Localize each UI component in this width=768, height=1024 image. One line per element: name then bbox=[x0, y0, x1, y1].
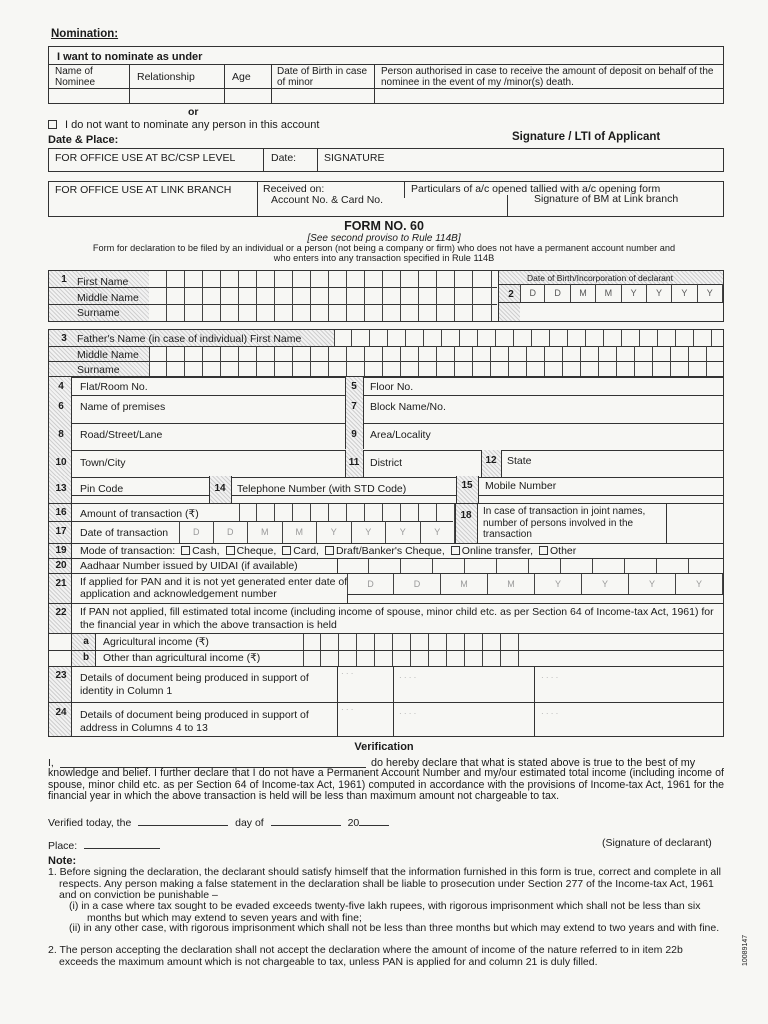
name-grid[interactable] bbox=[149, 271, 498, 321]
mode-checkbox[interactable] bbox=[282, 546, 291, 555]
note-1: 1. Before signing the declaration, the declarant should satisfy himself that the information furnished in this form is true, correct and complete in all respects. Any person making a false statement in the declaration shall be liable to prosecution under Section 277 of the Income-tax Act, 1961 and on conviction be punishable – bbox=[48, 866, 721, 901]
pan-not-applied-label: If PAN not applied, fill estimated total income (including income of spouse, minor child etc. as per Section 64 of Income-tax Act, 1961) for the financial year in which the above transaction is held bbox=[80, 606, 714, 631]
form60-desc-line2: who enters into any transaction specified in Rule 114B bbox=[273, 253, 495, 263]
dob-declarant-label: Date of Birth/Incorporation of declarant bbox=[527, 273, 673, 283]
year-label: 20 bbox=[347, 817, 360, 829]
note-1-ii: (ii) in any other case, with rigorous imprisonment which shall not be less than three months but which may extend to two years and with fine. bbox=[69, 922, 720, 934]
field-21-number: 21 bbox=[55, 578, 67, 589]
father-middle-label: Middle Name bbox=[77, 349, 139, 361]
date-cell-y[interactable]: Y bbox=[421, 521, 456, 543]
surname-label: Surname bbox=[77, 307, 120, 319]
signature-lti-label: Signature / LTI of Applicant bbox=[512, 131, 661, 143]
field-7-number: 7 bbox=[351, 401, 357, 412]
verification-text: knowledge and belief. I further declare that I do not have a Permanent Account Number and my/our estimated total income (including income of spouse, minor child etc. as per Section 64 of Income-tax Act, 1961) computed in accordance with the provisions of Income-tax Act, 1961 for the financial year in which the above transaction is held will be less than maximum amount not chargeable to tax. bbox=[48, 767, 724, 803]
col-nominee: Name of Nominee bbox=[55, 66, 96, 88]
note-title: Note: bbox=[48, 855, 77, 867]
agri-row bbox=[48, 634, 724, 651]
date-cell-m[interactable]: M bbox=[596, 284, 621, 302]
pan-not-applied-row bbox=[48, 604, 724, 634]
field-24-number: 24 bbox=[55, 707, 67, 718]
mode-option-label: Card, bbox=[293, 545, 319, 557]
field-9-number: 9 bbox=[351, 429, 357, 440]
verified-day-line[interactable] bbox=[138, 825, 228, 826]
col-authorised-person: Person authorised in case to receive the amount of deposit on behalf of the nominee in the event of my /minor(s) death. bbox=[381, 66, 714, 88]
mode-row bbox=[48, 544, 724, 559]
note-1-i: (i) in a case where tax sought to be evaded exceeds twenty-five lakh rupees, with rigorous imprisonment which shall not be less than six months but which may extend to seven years and with fine; bbox=[69, 900, 701, 924]
pan-applied-label: If applied for PAN and it is not yet generated enter date of application and acknowledgement number bbox=[80, 576, 348, 600]
name-block bbox=[48, 270, 724, 322]
floor-label: Floor No. bbox=[370, 381, 414, 393]
date-cell-m[interactable]: M bbox=[441, 574, 488, 594]
father-name-block bbox=[48, 329, 724, 378]
date-cell-d[interactable]: D bbox=[179, 521, 214, 543]
district-label: District bbox=[370, 457, 403, 469]
account-card-label: Account No. & Card No. bbox=[271, 194, 384, 206]
mode-checkbox[interactable] bbox=[451, 546, 460, 555]
field-16-number: 16 bbox=[55, 507, 67, 518]
signature-declarant-label: (Signature of declarant) bbox=[602, 837, 712, 849]
identity-doc-row: 23 Details of document being produced in support of identity in Column 1 · · · · · · · · · · · bbox=[48, 667, 724, 703]
form60-desc-line1: Form for declaration to be filed by an individual or a person (not being a company or firm) who does not have a permanent account number and bbox=[92, 243, 676, 253]
aadhaar-row bbox=[48, 559, 724, 574]
field-10-number: 10 bbox=[55, 457, 67, 468]
date-cell-m[interactable]: M bbox=[488, 574, 535, 594]
office-date-label: Date: bbox=[271, 152, 297, 164]
date-cell-y[interactable]: Y bbox=[386, 521, 421, 543]
mode-option-label: Draft/Banker's Cheque, bbox=[335, 545, 445, 557]
particulars-label: Particulars of a/c opened tallied with a/c opening form bbox=[411, 183, 661, 195]
date-cell-y[interactable]: Y bbox=[352, 521, 387, 543]
mode-checkbox[interactable] bbox=[181, 546, 190, 555]
field-1-number: 1 bbox=[61, 274, 67, 285]
date-cell-d[interactable]: D bbox=[394, 574, 441, 594]
date-transaction-grid[interactable] bbox=[179, 521, 455, 543]
signature-bm-label: Signature of BM at Link branch bbox=[534, 193, 679, 205]
mode-option-label: Other bbox=[549, 545, 577, 557]
father-surname-label: Surname bbox=[77, 364, 120, 376]
amount-grid[interactable] bbox=[239, 504, 455, 521]
aadhaar-label: Aadhaar Number issued by UIDAI (if available) bbox=[80, 560, 298, 572]
non-agri-row bbox=[48, 651, 724, 667]
form60-subtitle: [See second proviso to Rule 114B] bbox=[307, 233, 461, 244]
area-label: Area/Locality bbox=[370, 429, 431, 441]
date-cell-d[interactable]: D bbox=[545, 284, 570, 302]
col-dob-minor: Date of Birth in case of minor bbox=[277, 66, 368, 88]
date-cell-m[interactable]: M bbox=[283, 521, 318, 543]
office-bc-csp-box bbox=[48, 148, 724, 172]
pan-application-date-grid[interactable] bbox=[347, 574, 723, 594]
field-2-number: 2 bbox=[508, 289, 514, 300]
field-13-number: 13 bbox=[55, 483, 67, 494]
place-line[interactable] bbox=[84, 848, 160, 849]
date-cell-m[interactable]: M bbox=[571, 284, 596, 302]
road-label: Road/Street/Lane bbox=[80, 429, 163, 441]
received-on-label: Received on: bbox=[263, 183, 325, 195]
field-19-number: 19 bbox=[55, 545, 67, 556]
no-nominate-row[interactable] bbox=[46, 119, 319, 131]
field-12-number: 12 bbox=[485, 455, 497, 466]
day-of-label: day of bbox=[235, 817, 264, 829]
father-name-label: Father's Name (in case of individual) First Name bbox=[77, 333, 302, 345]
aadhaar-grid[interactable] bbox=[337, 559, 723, 573]
verification-title: Verification bbox=[354, 741, 414, 753]
field-8-number: 8 bbox=[58, 429, 64, 440]
non-agri-grid[interactable] bbox=[303, 651, 519, 666]
contact-row bbox=[48, 476, 724, 504]
office-signature-label: SIGNATURE bbox=[324, 152, 385, 164]
office-link-branch-box bbox=[48, 181, 724, 217]
field-18-number: 18 bbox=[460, 510, 472, 521]
date-cell-m[interactable]: M bbox=[248, 521, 283, 543]
address-doc-row: 24 Details of document being produced in support of address in Columns 4 to 13 · · · · · · · · · · · bbox=[48, 703, 724, 737]
office-link-branch-label: FOR OFFICE USE AT LINK BRANCH bbox=[55, 184, 232, 196]
mode-checkbox[interactable] bbox=[226, 546, 235, 555]
no-nominate-label: I do not want to nominate any person in this account bbox=[65, 119, 320, 131]
form-code: 10089147 bbox=[742, 934, 749, 966]
date-cell-y[interactable]: Y bbox=[629, 574, 676, 594]
nomination-title: Nomination: bbox=[51, 28, 119, 40]
amount-label: Amount of transaction (₹) bbox=[80, 508, 199, 520]
agri-label: Agricultural income (₹) bbox=[103, 636, 209, 648]
form60-title: FORM NO. 60 bbox=[344, 219, 424, 233]
mode-checkbox[interactable] bbox=[539, 546, 548, 555]
date-cell-y[interactable]: Y bbox=[676, 574, 723, 594]
address-doc-label: Details of document being produced in support of address in Columns 4 to 13 bbox=[80, 709, 309, 734]
date-cell-y[interactable]: Y bbox=[535, 574, 582, 594]
pin-label: Pin Code bbox=[80, 483, 124, 495]
verified-month-line[interactable] bbox=[271, 825, 341, 826]
field-14-number: 14 bbox=[214, 483, 226, 494]
mode-label: Mode of transaction: bbox=[80, 545, 176, 557]
verification-i: I, bbox=[48, 757, 54, 769]
field-17-number: 17 bbox=[55, 526, 67, 537]
field-11-number: 11 bbox=[348, 457, 360, 468]
mode-option-label: Cheque, bbox=[236, 545, 277, 557]
place-row bbox=[48, 840, 160, 852]
field-4-number: 4 bbox=[58, 381, 64, 392]
date-cell-y[interactable]: Y bbox=[672, 284, 697, 302]
date-cell-d[interactable]: D bbox=[520, 284, 545, 302]
verified-year-line[interactable] bbox=[359, 825, 389, 826]
mobile-label: Mobile Number bbox=[485, 480, 557, 492]
field-23-number: 23 bbox=[55, 670, 67, 681]
date-cell-y[interactable]: Y bbox=[582, 574, 629, 594]
field-5-number: 5 bbox=[351, 381, 357, 392]
verification-declare: do hereby declare that what is stated above is true to the best of my bbox=[371, 757, 696, 769]
dob-declarant-grid[interactable] bbox=[520, 284, 723, 302]
field-20-number: 20 bbox=[55, 560, 67, 571]
date-cell-y[interactable]: Y bbox=[647, 284, 672, 302]
telephone-label: Telephone Number (with STD Code) bbox=[237, 483, 407, 495]
verified-today-row bbox=[48, 817, 389, 829]
joint-label: In case of transaction in joint names, number of persons involved in the transaction bbox=[483, 506, 646, 540]
state-label: State bbox=[507, 455, 532, 467]
nomination-heading: I want to nominate as under bbox=[57, 51, 203, 63]
date-cell-y[interactable]: Y bbox=[698, 284, 723, 302]
block-label: Block Name/No. bbox=[370, 401, 446, 413]
office-bc-csp-label: FOR OFFICE USE AT BC/CSP LEVEL bbox=[55, 152, 236, 164]
date-cell-y[interactable]: Y bbox=[317, 521, 352, 543]
field-22a-number: a bbox=[83, 636, 89, 647]
first-name-label: First Name bbox=[77, 276, 129, 288]
verified-today-label: Verified today, the bbox=[48, 817, 132, 829]
date-transaction-label: Date of transaction bbox=[80, 527, 169, 539]
date-cell-d[interactable]: D bbox=[214, 521, 249, 543]
non-agri-label: Other than agricultural income (₹) bbox=[103, 652, 261, 664]
field-22b-number: b bbox=[82, 652, 90, 663]
date-cell-y[interactable]: Y bbox=[622, 284, 647, 302]
mode-checkbox[interactable] bbox=[325, 546, 334, 555]
flat-label: Flat/Room No. bbox=[80, 381, 148, 393]
date-cell-d[interactable]: D bbox=[347, 574, 394, 594]
field-22-number: 22 bbox=[55, 607, 67, 618]
field-6-number: 6 bbox=[58, 401, 64, 412]
agri-grid[interactable] bbox=[303, 634, 519, 650]
nomination-table bbox=[48, 46, 724, 104]
col-age: Age bbox=[232, 71, 251, 83]
father-first-grid[interactable] bbox=[334, 330, 724, 346]
identity-doc-label: Details of document being produced in support of identity in Column 1 bbox=[80, 672, 309, 697]
or-label: or bbox=[188, 106, 199, 118]
town-label: Town/City bbox=[80, 457, 126, 469]
note-2: 2. The person accepting the declaration shall not accept the declaration where the amount of income of the nature referred to in item 22b exceeds the maximum amount which is not chargeable to tax, unless PAN is applied for and column 21 is duly filled. bbox=[48, 944, 683, 968]
place-label: Place: bbox=[48, 840, 78, 852]
middle-name-label: Middle Name bbox=[77, 292, 139, 304]
date-place-label: Date & Place: bbox=[48, 134, 119, 146]
transaction-row bbox=[48, 504, 724, 544]
col-relationship: Relationship bbox=[137, 71, 195, 83]
father-middle-surname-grid[interactable] bbox=[149, 346, 724, 377]
pan-applied-row bbox=[48, 574, 724, 604]
premises-label: Name of premises bbox=[80, 401, 166, 413]
mode-option-label: Online transfer, bbox=[461, 545, 533, 557]
field-3-number: 3 bbox=[61, 333, 67, 344]
mode-option-label: Cash, bbox=[192, 545, 220, 557]
no-nominate-checkbox[interactable] bbox=[48, 120, 57, 129]
field-15-number: 15 bbox=[461, 480, 473, 491]
